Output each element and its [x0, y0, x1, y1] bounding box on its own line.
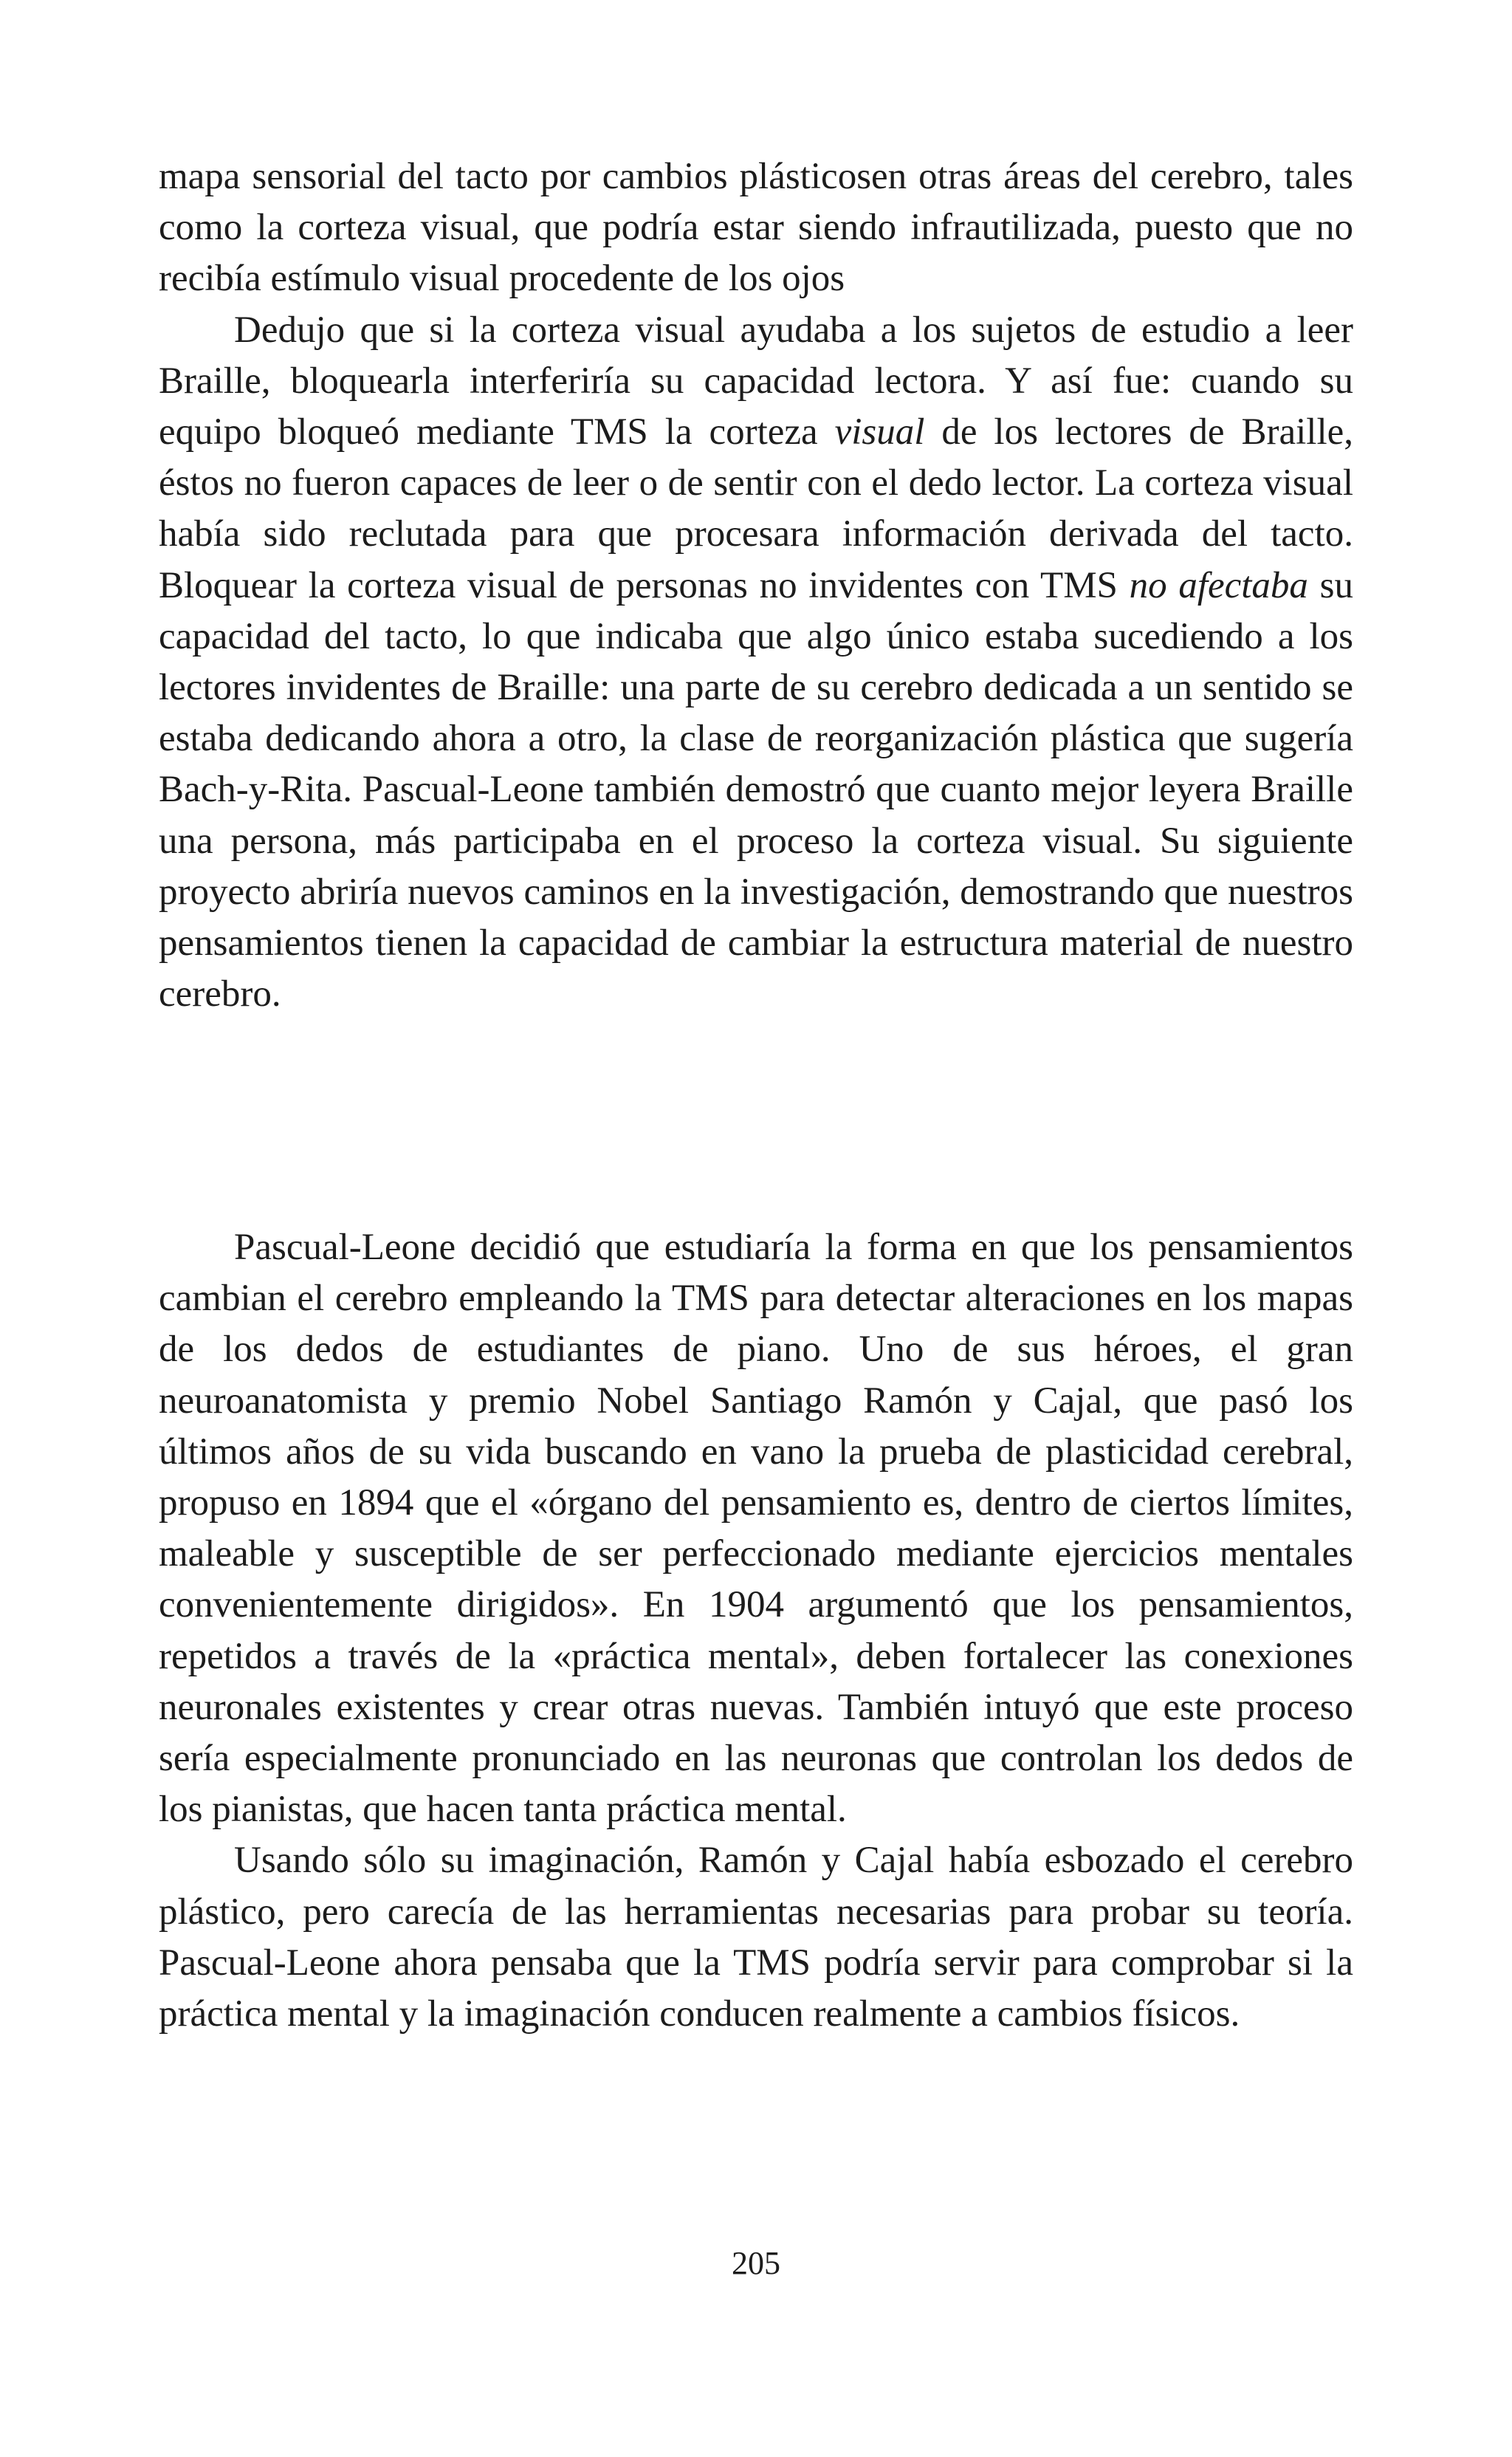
paragraph-text: su capacidad del tacto, lo que indicaba que algo único estaba sucediendo a los lectores invidentes de Braille: una parte de su cerebro dedicada a un sentido se estaba dedicando ahora a otro, la clase de reorganización plástica que sugería Bach-y-Rita. Pascual-Leone también demostró que cuanto mejor leyera Braille una persona, más participaba en el proceso la corteza visual. Su siguiente proyecto abriría nuevos caminos en la investigación, demostrando que nuestros pensamientos tienen la capacidad de cambiar la estructura material de nuestro cerebro. [159, 564, 1353, 1015]
paragraph-usando: Usando sólo su imaginación, Ramón y Cajal había esbozado el cerebro plástico, pero carecía de las herramientas necesarias para probar su teoría. Pascual-Leone ahora pensaba que la TMS podría servir para comprobar si la práctica mental y la imaginación conducen realmente a cambios físicos. [159, 1840, 1353, 2035]
emphasis-visual: visual [834, 411, 925, 453]
paragraph-dedujo [159, 305, 1353, 1021]
paragraph-text: Dedujo que si la corteza visual ayudaba a los sujetos de estudio a leer Braille, bloquearla interferiría su capacidad lectora. Y así fue: cuando su equipo bloqueó mediante TMS la corteza [159, 309, 1353, 453]
paragraph-continued: mapa sensorial del tacto por cambios plásticosen otras áreas del cerebro, tales como la corteza visual, que podría estar siendo infrautilizada, puesto que no recibía estímulo visual procedente de los ojos [159, 156, 1353, 300]
text-section-1 [159, 151, 1353, 1020]
emphasis-no-afectaba: no afectaba [1129, 564, 1308, 606]
text-section-2 [159, 1222, 1353, 2040]
paragraph-pascual-leone: Pascual-Leone decidió que estudiaría la forma en que los pensamientos cambian el cerebro empleando la TMS para detectar alteraciones en los mapas de los dedos de estudiantes de piano. Uno de sus héroes, el gran neuroanatomista y premio Nobel Santiago Ramón y Cajal, que pasó los últimos años de su vida buscando en vano la prueba de plasticidad cerebral, propuso en 1894 que el «órgano del pensamiento es, dentro de ciertos límites, maleable y susceptible de ser perfeccionado mediante ejercicios mentales convenientemente dirigidos». En 1904 argumentó que los pensamientos, repetidos a través de la «práctica mental», deben fortalecer las conexiones neuronales existentes y crear otras nuevas. También intuyó que este proceso sería especialmente pronunciado en las neuronas que controlan los dedos de los pianistas, que hacen tanta práctica mental. [159, 1227, 1353, 1831]
paragraph-text: de los lectores de Braille, éstos no fueron capaces de leer o de sentir con el dedo lector. La corteza visual había sido reclutada para que procesara información derivada del tacto. Bloquear la corteza visual de personas no invidentes con TMS [159, 411, 1353, 606]
page-number: 205 [732, 2245, 780, 2281]
